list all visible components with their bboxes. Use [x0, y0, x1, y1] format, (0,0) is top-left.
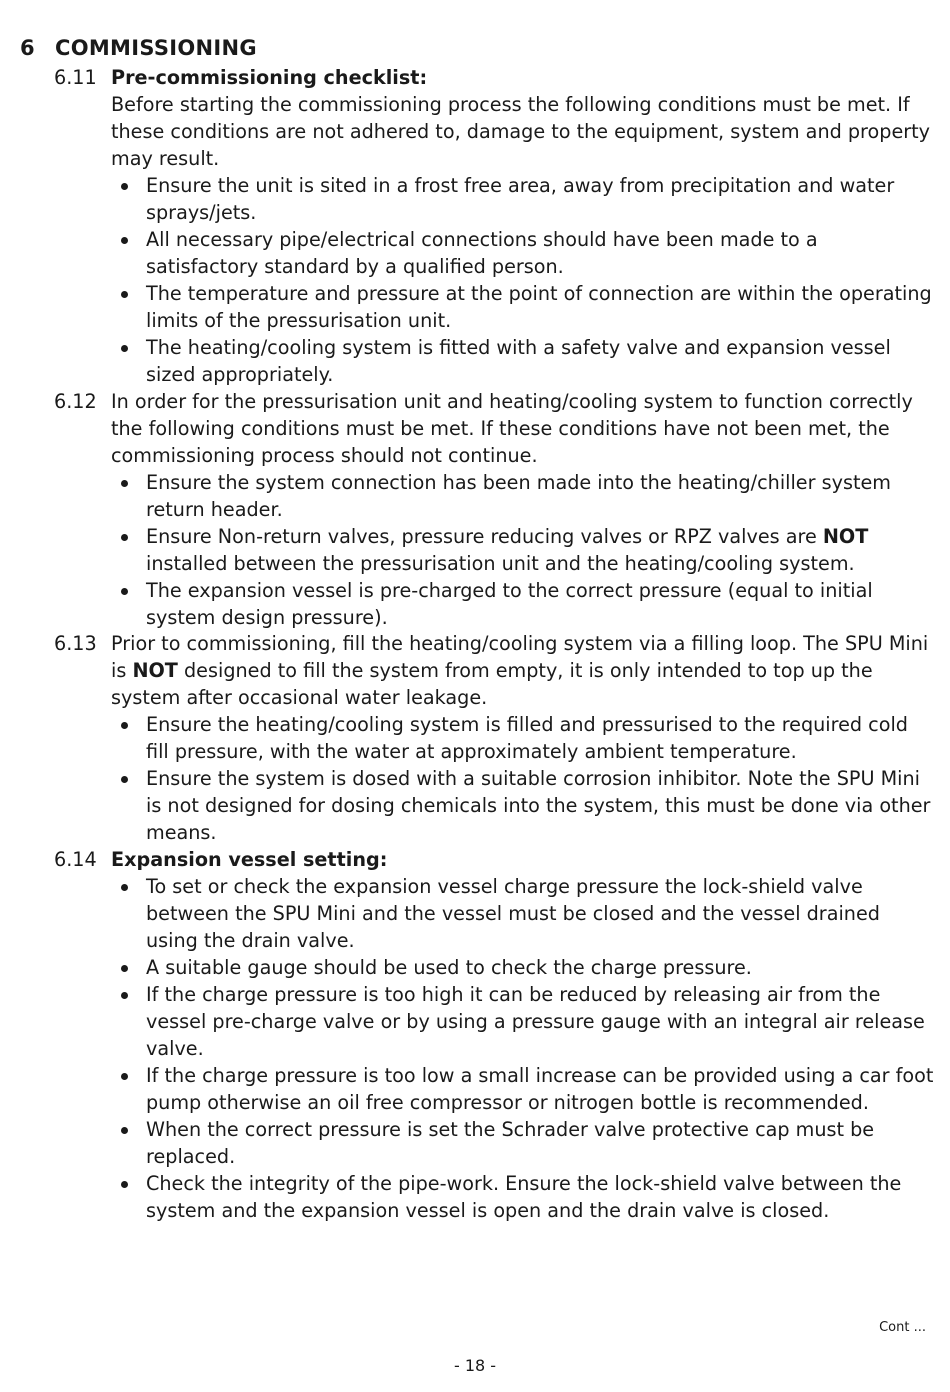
emphasis-not: NOT	[822, 525, 869, 548]
list-item: The expansion vessel is pre-charged to the correct pressure (equal to initial system design pressure).	[111, 577, 934, 631]
section-title: COMMISSIONING	[55, 36, 257, 60]
list-item: Ensure the system is dosed with a suitable corrosion inhibitor. Note the SPU Mini is not designed for dosing chemicals into the system, this must be done via other means.	[111, 765, 934, 846]
list-item: Check the integrity of the pipe-work. Ensure the lock-shield valve between the system and the expansion vessel is open and the drain valve is closed.	[111, 1170, 934, 1224]
subsection-intro	[111, 630, 934, 711]
subsection-heading: Pre-commissioning checklist:	[111, 66, 428, 89]
list-item	[111, 523, 934, 577]
bullet-list	[111, 873, 934, 1224]
bullet-list	[111, 469, 934, 631]
intro-text: Prior to commissioning, fill the heating/cooling system via a filling loop. The SPU Mini is	[111, 632, 929, 682]
section-number: 6	[20, 36, 35, 60]
list-item: Ensure the heating/cooling system is filled and pressurised to the required cold fill pressure, with the water at approximately ambient temperature.	[111, 711, 934, 765]
continued-note: Cont ...	[879, 1320, 926, 1335]
list-item: Ensure the unit is sited in a frost free area, away from precipitation and water sprays/jets.	[111, 172, 934, 226]
section-heading	[20, 36, 257, 60]
subsection-number: 6.13	[54, 632, 97, 655]
subsection-6-12	[54, 388, 934, 631]
emphasis-not: NOT	[132, 659, 178, 682]
subsection-6-11	[54, 64, 934, 388]
list-item: A suitable gauge should be used to check the charge pressure.	[111, 954, 934, 981]
bullet-list	[111, 711, 934, 846]
list-item-text: Ensure Non-return valves, pressure reducing valves or RPZ valves are	[146, 525, 823, 548]
subsection-6-14	[54, 846, 934, 1224]
subsection-number: 6.11	[54, 66, 97, 89]
list-item: When the correct pressure is set the Schrader valve protective cap must be replaced.	[111, 1116, 934, 1170]
list-item: If the charge pressure is too high it can be reduced by releasing air from the vessel pre-charge valve or by using a pressure gauge with an integral air release valve.	[111, 981, 934, 1062]
bullet-list	[111, 172, 934, 388]
list-item-text: installed between the pressurisation unit and the heating/cooling system.	[146, 552, 855, 575]
subsection-intro: In order for the pressurisation unit and heating/cooling system to function correctly the following conditions must be met. If these conditions have not been met, the commissioning process should not continue.	[111, 390, 913, 467]
list-item: To set or check the expansion vessel charge pressure the lock-shield valve between the SPU Mini and the vessel must be closed and the vessel drained using the drain valve.	[111, 873, 934, 954]
list-item: If the charge pressure is too low a small increase can be provided using a car foot pump otherwise an oil free compressor or nitrogen bottle is recommended.	[111, 1062, 934, 1116]
subsection-number: 6.12	[54, 390, 97, 413]
intro-text: designed to fill the system from empty, it is only intended to top up the system after occasional water leakage.	[111, 659, 873, 709]
subsection-number: 6.14	[54, 848, 97, 871]
page-number: - 18 -	[453, 1356, 497, 1375]
list-item: All necessary pipe/electrical connections should have been made to a satisfactory standard by a qualified person.	[111, 226, 934, 280]
subsection-intro: Before starting the commissioning process the following conditions must be met. If these conditions are not adhered to, damage to the equipment, system and property may result.	[111, 93, 931, 170]
list-item: The temperature and pressure at the point of connection are within the operating limits of the pressurisation unit.	[111, 280, 934, 334]
subsection-heading: Expansion vessel setting:	[111, 848, 388, 871]
list-item: Ensure the system connection has been made into the heating/chiller system return header.	[111, 469, 934, 523]
subsection-6-13	[54, 630, 934, 846]
list-item: The heating/cooling system is fitted with a safety valve and expansion vessel sized appropriately.	[111, 334, 934, 388]
